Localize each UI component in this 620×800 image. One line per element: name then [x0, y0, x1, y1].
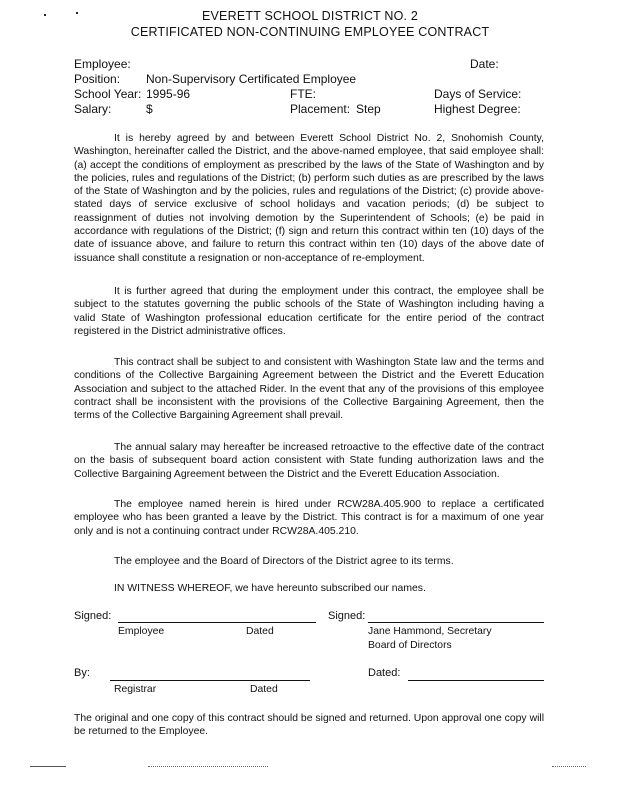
- by-label: By:: [74, 667, 90, 679]
- hire-paragraph: [74, 498, 544, 538]
- scan-artifact-line: [148, 766, 268, 767]
- scan-artifact-line: [30, 766, 66, 767]
- scan-artifact-line: [552, 766, 586, 767]
- salary-value: $: [146, 102, 153, 116]
- employee-caption: Employee: [118, 626, 165, 637]
- school-year-value: 1995-96: [146, 87, 191, 101]
- employee-signature-line[interactable]: [118, 622, 316, 623]
- days-of-service-label: Days of Service:: [434, 87, 522, 101]
- secretary-name: Jane Hammond, Secretary: [368, 626, 492, 637]
- statutes-paragraph: [74, 285, 544, 338]
- salary-paragraph: [74, 441, 544, 481]
- bargaining-paragraph: [74, 356, 544, 422]
- fte-label: FTE:: [290, 87, 316, 101]
- approval-date-line[interactable]: [408, 680, 544, 681]
- dated-label-right: Dated:: [368, 667, 401, 679]
- signed-label-right: Signed:: [328, 610, 366, 622]
- terms-text: It is hereby agreed by and between Everett School District No. 2, Snohomish County, Washington, hereinafter called the District, and the above-named employee, that said employee shall: (a) accept the conditions of employment as prescribed by the laws of the State of Washington and by the policies, rules and regulations of the District; (b) perform such duties as are prescribed by the laws of the State of Washington and by the policies, rules and regulations of the District; (c) provide above-stated days of service exclusive of school holidays and vacation periods; (d) be subject to reassignment of duties not involving demotion by the Superintendent of Schools; (e) be paid in accordance with regulations of the District; (f) sign and return this contract within ten (10) days of the date of issuance above, and failure to return this contract within ten (10) days of the above date of issuance shall constitute a resignation or non-acceptance of re-employment.: [74, 133, 544, 264]
- salary-label: Salary:: [74, 102, 112, 116]
- dated-caption: Dated: [246, 626, 274, 637]
- dated-caption: Dated: [250, 684, 278, 695]
- hire-text: The employee named herein is hired under RCW28A.405.900 to replace a certificated employee who has been granted a leave by the District. This contract is for a maximum of one year only and is not a continuing contract under RCW28A.405.210.: [74, 499, 544, 537]
- statutes-text: It is further agreed that during the employment under this contract, the employee shall be subject to the statutes governing the public schools of the State of Washington including having a valid State of Washington professional education certificate for the entire period of the contract registered in the District administrative offices.: [74, 286, 544, 337]
- witness-line: IN WITNESS WHEREOF, we have hereunto subscribed our names.: [114, 583, 426, 594]
- placement-value: Step: [356, 102, 381, 116]
- position-label: Position:: [74, 72, 121, 86]
- board-caption: Board of Directors: [368, 640, 452, 651]
- footer-note: The original and one copy of this contract should be signed and returned. Upon approval one copy will be returned to the Employee.: [74, 713, 544, 738]
- highest-degree-label: Highest Degree:: [434, 102, 521, 116]
- contract-title: CERTIFICATED NON-CONTINUING EMPLOYEE CONTRACT: [130, 25, 490, 39]
- signed-label-left: Signed:: [74, 610, 112, 622]
- date-label: Date:: [470, 57, 499, 71]
- agreement-line: The employee and the Board of Directors of the District agree to its terms.: [114, 556, 454, 567]
- placement-label: Placement:: [290, 102, 351, 116]
- employee-label: Employee:: [74, 57, 131, 71]
- school-year-label: School Year:: [74, 87, 142, 101]
- registrar-caption: Registrar: [114, 684, 157, 695]
- salary-text: The annual salary may hereafter be increased retroactive to the effective date of the contract on the basis of subsequent board action consistent with State funding authorization laws and the Collective Bargaining Agreement between the District and the Everett Education Association.: [74, 442, 544, 480]
- secretary-signature-line[interactable]: [368, 622, 544, 623]
- terms-paragraph: [74, 132, 544, 265]
- district-title: EVERETT SCHOOL DISTRICT NO. 2: [201, 9, 419, 23]
- registrar-signature-line[interactable]: [110, 680, 310, 681]
- bargaining-text: This contract shall be subject to and consistent with Washington State law and the terms and conditions of the Collective Bargaining Agreement between the District and the Everett Education Association and subject to the attached Rider. In the event that any of the provisions of this employee contract shall be inconsistent with the provisions of the Collective Bargaining Agreement, then the terms of the Collective Bargaining Agreement shall prevail.: [74, 357, 544, 422]
- position-value: Non-Supervisory Certificated Employee: [146, 72, 357, 86]
